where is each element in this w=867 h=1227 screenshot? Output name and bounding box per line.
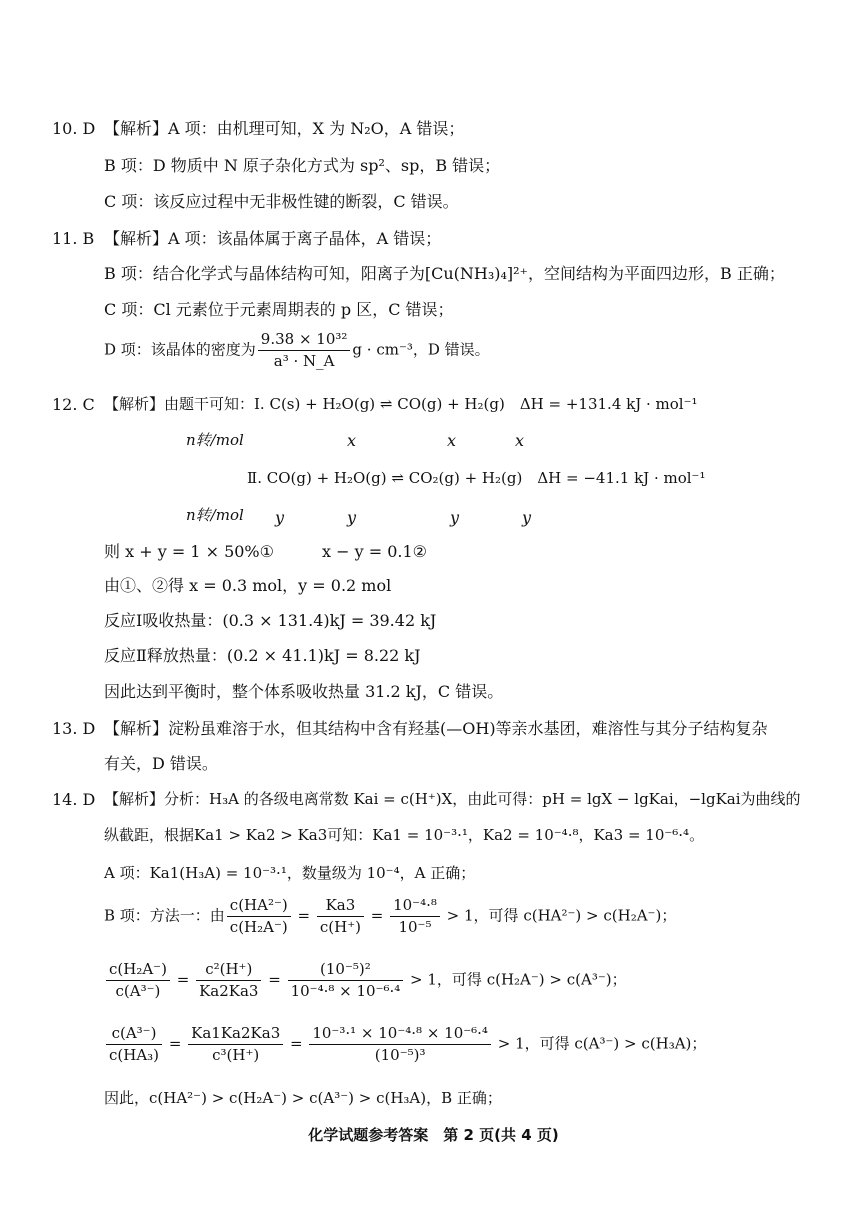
- page-footer: 化学试题参考答案 第 2 页(共 4 页): [308, 1126, 559, 1144]
- q12-y: y: [450, 508, 460, 527]
- q10-line: C 项：该反应过程中无非极性键的断裂，C 错误。: [104, 192, 459, 211]
- q14-c-line: $\frac{\text{c(H₂A⁻)}}{\text{c(A³⁻)}}$ = $\frac{\text{c²(H⁺)}}{Ka2Ka3}$ = $\frac{\text{(10⁻⁵)²}}{\text{10⁻⁴·⁸ × 10⁻⁶·⁴}}$ > 1，可得 c(H₂A⁻) > c(A³⁻)；: [104, 962, 627, 999]
- q12-n-label: n转/mol: [186, 506, 244, 524]
- q14-line: 纵截距，根据Ka1 > Ka2 > Ka3可知：Ka1 = 10⁻³·¹，Ka2 = 10⁻⁴·⁸，Ka3 = 10⁻⁶·⁴。: [104, 826, 705, 844]
- q12-x: x: [347, 431, 357, 450]
- q13-line: 【解析】淀粉虽难溶于水，但其结构中含有羟基(—OH)等亲水基团，难溶性与其分子结构复杂: [104, 719, 768, 738]
- q11-line: C 项：Cl 元素位于元素周期表的 p 区，C 错误；: [104, 300, 454, 319]
- q14-b-line: B 项：方法一：由 $\frac{\text{c(HA²⁻)}}{\text{c(H₂A⁻)}}$ = $\frac{Ka3}{c(H^+)}$ = $\frac{\text{10⁻⁴·⁸}}{\text{10⁻⁵}}$ > 1，可得 c(HA²⁻) > c(H₂A⁻)；: [104, 896, 677, 936]
- q14-line: 因此，c(HA²⁻) > c(H₂A⁻) > c(A³⁻) > c(H₃A)，B 正确；: [104, 1089, 502, 1107]
- q13-line: 有关，D 错误。: [104, 754, 218, 773]
- q11-density-line: D 项：该晶体的密度为 $\frac{\text{9.38 × 10³²}}{\text{a³ · N\_A}}$ g · cm⁻³，D 错误。: [104, 330, 490, 370]
- q12-line: 因此达到平衡时，整个体系吸收热量 31.2 kJ，C 错误。: [104, 682, 504, 701]
- q12-y: y: [275, 508, 285, 527]
- q10-number: 10. D: [52, 119, 96, 138]
- q14-line: 【解析】分析：H₃A 的各级电离常数 Kai = c(H⁺)X，由此可得：pH = lgX − lgKai，−lgKai为曲线的: [104, 790, 801, 808]
- q12-number: 12. C: [52, 395, 95, 414]
- q11-line: 【解析】A 项：该晶体属于离子晶体，A 错误；: [104, 229, 442, 248]
- q11-number: 11. B: [52, 229, 95, 248]
- q12-line: 反应Ⅱ释放热量：(0.2 × 41.1)kJ = 8.22 kJ: [104, 646, 421, 665]
- q12-y: y: [347, 508, 357, 527]
- q11-line: B 项：结合化学式与晶体结构可知，阳离子为[Cu(NH₃)₄]²⁺，空间结构为平面四边形，B 正确；: [104, 264, 785, 283]
- q13-number: 13. D: [52, 719, 96, 738]
- q10-line: 【解析】A 项：由机理可知，X 为 N₂O，A 错误；: [104, 119, 465, 138]
- q14-d-line: $\frac{\text{c(A³⁻)}}{\text{c(HA₃)}}$ = $\frac{Ka1Ka2Ka3}{\text{c³(H⁺)}}$ = $\frac{\text{10⁻³·¹ × 10⁻⁴·⁸ × 10⁻⁶·⁴}}{\text{(10⁻⁵)³}}$ > 1，可得 c(A³⁻) > c(H₃A)；: [104, 1026, 706, 1063]
- q12-line: 由①、②得 x = 0.3 mol，y = 0.2 mol: [104, 576, 392, 595]
- q12-reaction-1: 【解析】由题干可知：Ⅰ. C(s) + H₂O(g) ⇌ CO(g) + H₂(g) ΔH = +131.4 kJ · mol⁻¹: [104, 395, 698, 413]
- q10-line: B 项：D 物质中 N 原子杂化方式为 sp²、sp，B 错误；: [104, 156, 501, 175]
- q12-line: 反应Ⅰ吸收热量：(0.3 × 131.4)kJ = 39.42 kJ: [104, 611, 437, 630]
- q14-number: 14. D: [52, 790, 96, 809]
- q12-x: x: [447, 431, 457, 450]
- q12-y: y: [522, 508, 532, 527]
- q14-line: A 项：Ka1(H₃A) = 10⁻³·¹，数量级为 10⁻⁴，A 正确；: [104, 864, 476, 882]
- q12-line: 则 x + y = 1 × 50%① x − y = 0.1②: [104, 542, 427, 561]
- density-fraction: $\frac{\text{9.38 × 10³²}}{\text{a³ · N\_A}}$: [258, 332, 351, 369]
- q12-reaction-2: Ⅱ. CO(g) + H₂O(g) ⇌ CO₂(g) + H₂(g) ΔH = −41.1 kJ · mol⁻¹: [247, 469, 706, 487]
- q12-x: x: [515, 431, 525, 450]
- q12-n-label: n转/mol: [186, 431, 244, 449]
